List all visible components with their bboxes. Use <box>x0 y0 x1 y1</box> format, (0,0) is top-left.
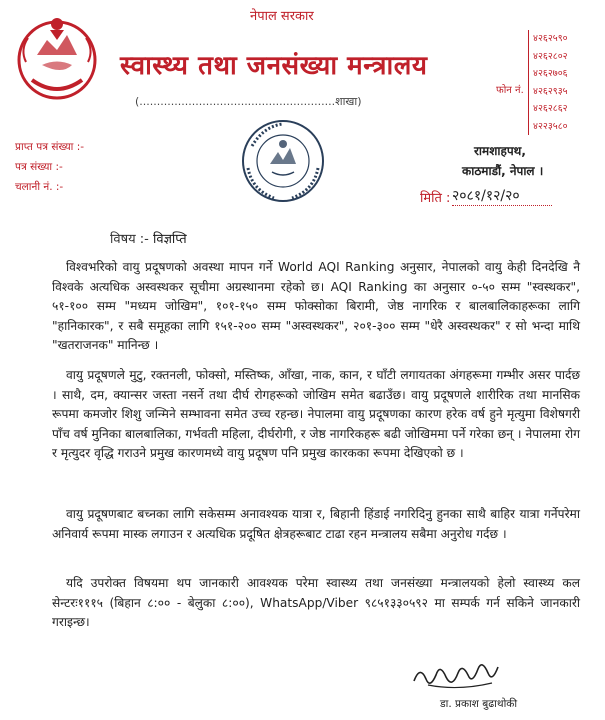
subject-value: विज्ञप्ति <box>153 232 187 247</box>
paragraph-health-effects: वायु प्रदूषणले मुटु, रक्तनली, फोक्सो, मस्तिष्क, आँखा, नाक, कान, र घाँटी लगायतका अंगहरूमा गम्भीर असर पार्दछ । साथै, दम, क्यान्सर जस्ता नसर्ने तथा दीर्घ रोगहरूको जोखिम समेत बढाउँछ। वायु प्रदूषणले शारीरिक तथा मानसिक रूपमा कमजोर शिशु जन्मिने सम्भावना समेत उच्च रहन्छ। नेपालमा वायु प्रदूषणका कारण हरेक वर्ष हुने मृत्युमा विशेषगरी पाँच वर्ष मुनिका बालबालिका, गर्भवती महिला, दीर्घरोगी, र जेष्ठ नागरिकहरू बढी जोखिममा पर्ने गरेका छन् । नेपालमा रोग र मृत्युदर वृद्धि गराउने प्रमुख कारणमध्ये वायु प्रदूषण पनि प्रमुख कारकका रूपमा देखिएको छ । <box>52 368 580 461</box>
dispatch-number-label: चलानी नं. :- <box>15 181 64 193</box>
address-line-1: रामशाहपथ, <box>474 144 526 158</box>
ministry-seal-icon <box>238 116 328 206</box>
phone-number: ४२६२८०२ <box>533 50 568 62</box>
signature-icon <box>408 655 504 695</box>
signatory-name: डा. प्रकाश बुढाथोकी <box>440 698 518 710</box>
phone-number: ४२६२९३५ <box>533 85 568 97</box>
paragraph-advisory: वायु प्रदूषणबाट बच्नका लागि सकेसम्म अनावश्यक यात्रा र, बिहानी हिंडाई नगरिदिनु हुनका साथै बाहिर यात्रा गर्नेपरेमा अनिवार्य रूपमा मास्क लगाउन र अत्यधिक प्रदूषित क्षेत्रहरूबाट टाढा रहन मन्त्रालय सबैमा अनुरोध गर्दछ । <box>52 507 580 541</box>
phone-number: ४२६२५९० <box>533 33 568 44</box>
date-label: मिति : <box>420 191 451 206</box>
received-number-label: प्राप्त पत्र संख्या :- <box>15 141 85 153</box>
subject-label: विषय :- <box>110 232 149 247</box>
phone-list <box>528 30 603 135</box>
branch-line: (........................................................शाखा) <box>135 95 362 108</box>
phone-label: फोन नं. <box>496 85 524 96</box>
ministry-name: स्वास्थ्य तथा जनसंख्या मन्त्रालय <box>120 51 428 81</box>
phone-number: ४२२३५८० <box>533 120 568 132</box>
date-value: २०८१/१२/२० <box>452 186 552 206</box>
government-name: नेपाल सरकार <box>250 9 314 24</box>
nepal-emblem-icon <box>12 10 102 106</box>
phone-number: ४२६२८६२ <box>533 103 568 114</box>
subject-line <box>110 229 187 247</box>
address-line-2: काठमाडौं, नेपाल । <box>462 164 544 178</box>
phone-number: ४२६२७०६ <box>533 68 568 79</box>
letter-number-label: पत्र संख्या :- <box>15 161 63 173</box>
paragraph-contact: यदि उपरोक्त विषयमा थप जानकारी आवश्यक परेमा स्वास्थ्य तथा जनसंख्या मन्त्रालयको हेलो स्वास्थ्य कल सेन्टरः१११५ (बिहान ८:०० - बेलुका ८:००), WhatsApp/Viber ९८५१३३०५९२ मा सम्पर्क गर्न सकिने जानकारी गराइन्छ। <box>52 576 580 630</box>
paragraph-aqi: विश्वभरिको वायु प्रदूषणको अवस्था मापन गर्ने World AQI Ranking अनुसार, नेपालको वायु केही दिनदेखि नै विश्वके अत्यधिक अस्वस्थकर सूचीमा अग्रस्थानमा रहेको छ। AQI Ranking का अनुसार ०-५० सम्म "स्वस्थकर", ५१-१०० सम्म "मध्यम जोखिम", १०१-१५० सम्म फोक्सोका बिरामी, जेष्ठ नागरिक र बालबालिकाहरूका लागि "हानिकारक", र सबै समूहका लागि १५१-२०० सम्म "अस्वस्थकर", २०१-३०० सम्म "धेरै अस्वस्थकर" र सो भन्दा माथि "खतराजनक" मानिन्छ । <box>52 260 580 353</box>
